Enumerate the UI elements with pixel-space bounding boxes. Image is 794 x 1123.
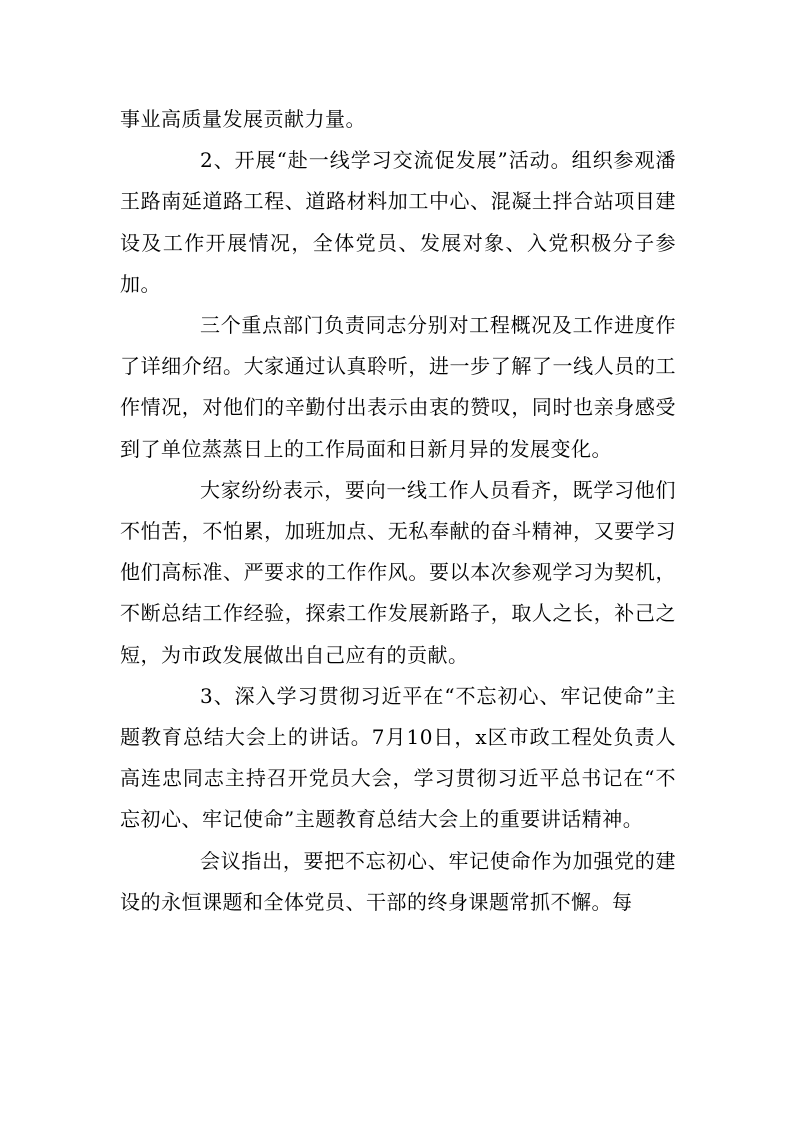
paragraph-activity-3: 3、深入学习贯彻习近平在“不忘初心、牢记使命”主题教育总结大会上的讲话。7月10日，x区市政工程处负责人高连忠同志主持召开党员大会，学习贯彻习近平总书记在“不忘初心、牢记使命”主题教育总结大会上的重要讲话精神。 xyxy=(120,683,676,832)
paragraph-everyone-expressed: 大家纷纷表示，要向一线工作人员看齐，既学习他们不怕苦，不怕累，加班加点、无私奉献的奋斗精神，又要学习他们高标准、严要求的工作作风。要以本次参观学习为契机，不断总结工作经验，探索工作发展新路子，取人之长，补己之短，为市政发展做出自己应有的贡献。 xyxy=(120,477,676,667)
paragraph-department-intro: 三个重点部门负责同志分别对工程概况及工作进度作了详细介绍。大家通过认真聆听，进一步了解了一线人员的工作情况，对他们的辛勤付出表示由衷的赞叹，同时也亲身感受到了单位蒸蒸日上的工作局面和日新月异的发展变化。 xyxy=(120,313,676,461)
paragraph-continuation: 事业高质量发展贡献力量。 xyxy=(120,107,366,131)
paragraph-activity-2: 2、开展“赴一线学习交流促发展”活动。组织参观潘王路南延道路工程、道路材料加工中心、混凝土拌合站项目建设及工作开展情况，全体党员、发展对象、入党积极分子参加。 xyxy=(120,148,676,296)
paragraph-meeting-pointed-out: 会议指出，要把不忘初心、牢记使命作为加强党的建设的永恒课题和全体党员、干部的终身课题常抓不懈。每 xyxy=(120,848,676,914)
document-body xyxy=(120,99,676,923)
